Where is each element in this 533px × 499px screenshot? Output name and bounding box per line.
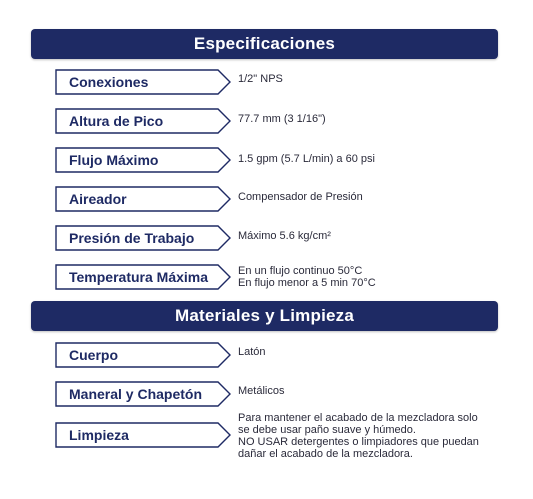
spec-label: Presión de Trabajo <box>69 230 195 246</box>
spec-value: Máximo 5.6 kg/cm² <box>238 230 331 242</box>
spec-value: 1.5 gpm (5.7 L/min) a 60 psi <box>238 153 375 165</box>
spec-label-tag <box>55 147 231 173</box>
spec-label: Maneral y Chapetón <box>69 386 203 402</box>
spec-label: Cuerpo <box>69 347 118 363</box>
spec-label: Aireador <box>69 191 127 207</box>
section-banner-materiales: Materiales y Limpieza <box>31 301 498 331</box>
spec-value: 77.7 mm (3 1/16") <box>238 113 326 125</box>
spec-label-tag <box>55 422 231 448</box>
spec-label: Temperatura Máxima <box>69 269 209 285</box>
spec-value: Metálicos <box>238 385 285 397</box>
spec-label-tag <box>55 225 231 251</box>
spec-label: Limpieza <box>69 427 129 443</box>
spec-label-tag <box>55 108 231 134</box>
section-banner-especificaciones: Especificaciones <box>31 29 498 59</box>
spec-label: Altura de Pico <box>69 113 164 129</box>
spec-label-tag <box>55 381 231 407</box>
spec-label-tag <box>55 69 231 95</box>
spec-label-tag <box>55 186 231 212</box>
spec-label: Flujo Máximo <box>69 152 159 168</box>
spec-label-tag <box>55 342 231 368</box>
spec-label: Conexiones <box>69 74 149 90</box>
spec-value: En un flujo continuo 50°C En flujo menor a 5 min 70°C <box>238 265 376 289</box>
spec-value: Para mantener el acabado de la mezcladora solo se debe usar paño suave y húmedo. NO USAR detergentes o limpiadores que puedan dañar el acabado de la mezcladora. <box>238 412 479 460</box>
spec-value: Latón <box>238 346 266 358</box>
spec-value: Compensador de Presión <box>238 191 363 203</box>
spec-label-tag <box>55 264 231 290</box>
spec-value: 1/2" NPS <box>238 73 283 85</box>
